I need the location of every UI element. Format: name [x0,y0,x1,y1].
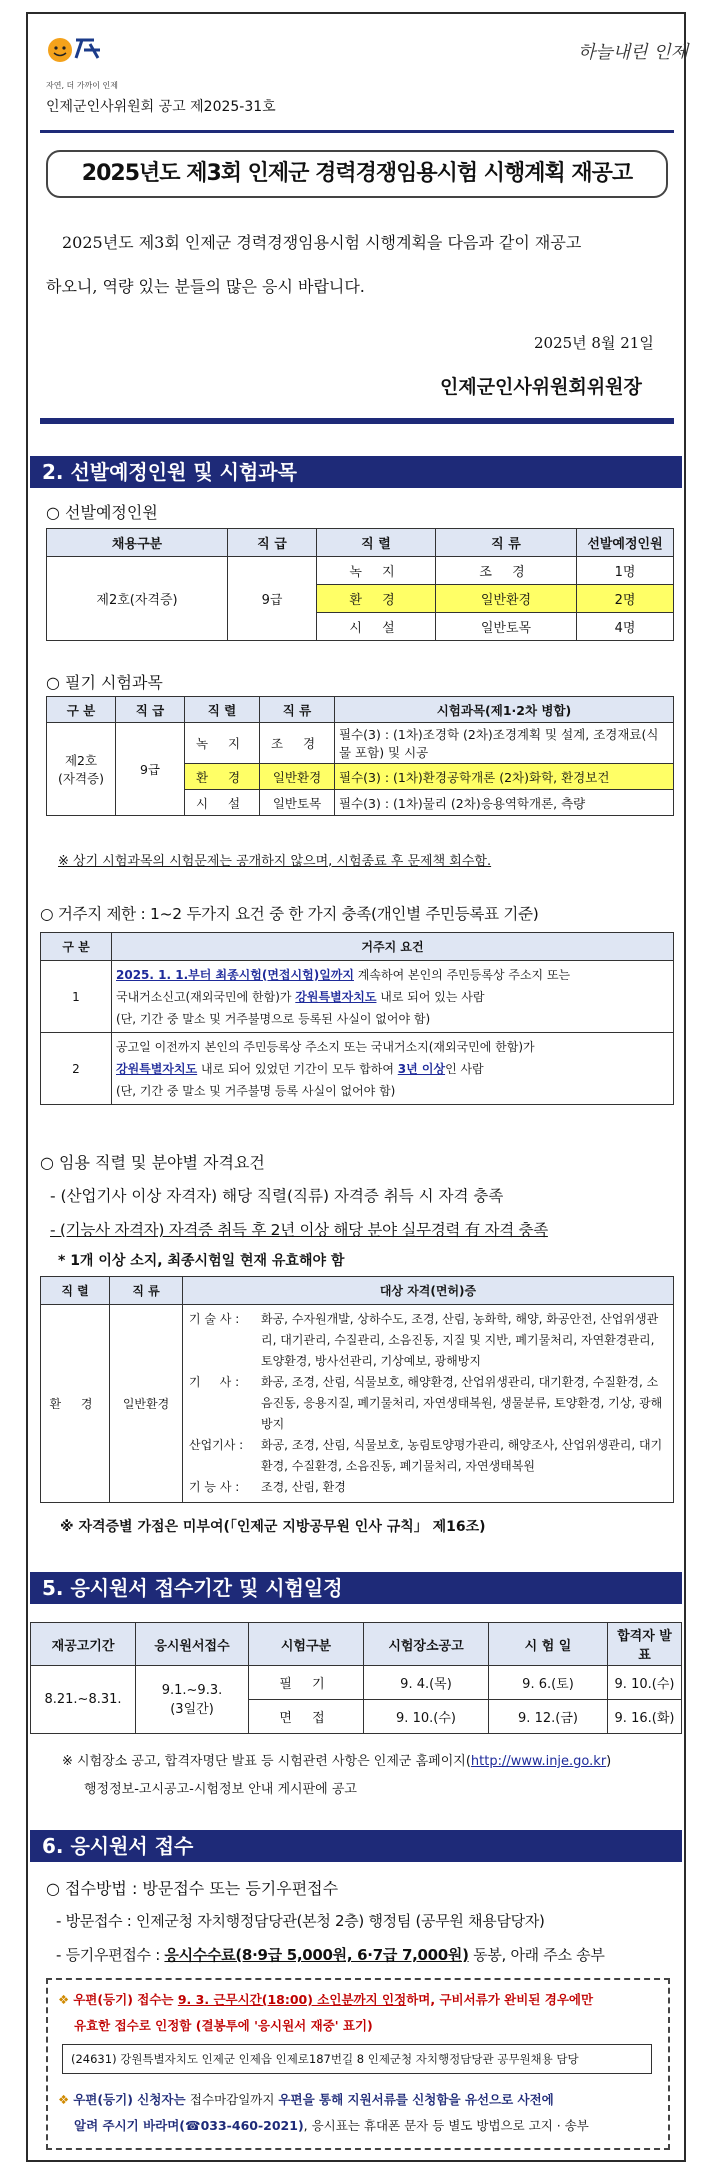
intro-line-2: 하오니, 역량 있는 분들의 많은 응시 바랍니다. [46,277,365,296]
section2-heading: 2. 선발예정인원 및 시험과목 [30,456,682,488]
exam-date: 9. 12.(금) [489,1700,608,1734]
subject-category: 제2호 (자격증) [47,723,116,816]
homepage-link[interactable]: http://www.inje.go.kr [470,1754,607,1769]
residence-text: 인 사람 [445,1061,484,1076]
signer: 인제군인사위원회위원장 [440,376,642,398]
residence-req-2 [112,1033,674,1105]
residence-years: 3년 이상 [397,1061,446,1076]
residence-req-1 [112,961,674,1033]
receipt-method: ○ 접수방법 : 방문접수 또는 등기우편접수 [46,1879,339,1898]
license-level: 산업기사 : [189,1438,244,1452]
license-level: 기 술 사 : [189,1312,240,1326]
license-header: 직 류 [110,1277,183,1305]
subject-header: 시험과목(제1·2차 병합) [335,697,674,723]
inje-logo [46,36,118,90]
subject-header: 직 급 [116,697,185,723]
receipt-days: (3일간) [170,1701,214,1717]
mail-receipt [56,1944,605,1965]
subject-note: ※ 상기 시험과목의 시험문제는 공개하지 않으며, 시험종료 후 문제책 회수함. [58,854,492,869]
schedule-header: 시험장소공고 [364,1623,489,1666]
qualification-line-3: * 1개 이상 소지, 최종시험일 현재 유효해야 함 [58,1253,345,1269]
license-level: 기 사 : [189,1375,240,1389]
mail-text: 동봉, 아래 주소 송부 [468,1946,605,1964]
exam-date: 9. 6.(토) [489,1666,608,1700]
license-list [183,1305,674,1503]
box-text: 우편을 통해 지원서류를 신청함을 유선으로 사전에 [278,2092,554,2107]
quota-series: 시 설 [317,613,436,641]
intro-line-1: 2025년도 제3회 인제군 경력경쟁임용시험 시행계획을 다음과 같이 재공고 [62,233,582,252]
subject-header: 직 렬 [185,697,260,723]
residence-period: 2025. 1. 1.부터 최종시험(면접시험)일까지 [116,967,354,982]
license-item [189,1435,667,1477]
quota-header: 선발예정인원 [577,529,674,557]
page-title: 2025년도 제3회 인제군 경력경쟁임용시험 시행계획 재공고 [81,161,633,186]
subject-series: 녹 지 [185,723,260,764]
subject-header: 구 분 [47,697,116,723]
schedule-header: 시험구분 [249,1623,364,1666]
residence-no: 2 [41,1033,112,1105]
mail-notice-box [46,1978,670,2150]
repost-period: 8.21.~8.31. [31,1666,136,1734]
residence-text: 공고일 이전까지 본인의 주민등록상 주소지 또는 국내거소지(재외국민에 한함)가 [116,1039,535,1054]
license-note: ※ 자격증별 가점은 미부여(「인제군 지방공무원 인사 규칙」 제16조) [60,1519,486,1535]
qualification-title: ○ 임용 직렬 및 분야별 자격요건 [40,1153,265,1172]
box-text: 우편(등기) 접수는 [73,1992,178,2007]
logo-right-text: 하늘내린 인제 [578,42,689,63]
quota-category: 제2호(자격증) [47,557,228,641]
license-names: 화공, 조경, 산림, 식물보호, 해양환경, 산업위생관리, 대기환경, 수질환경, 소음진동, 응용지질, 폐기물처리, 자연생태복원, 생물분류, 토양환경, 기상, 광해방지 [261,1375,663,1431]
quota-grade: 9급 [228,557,317,641]
exam-type: 필 기 [249,1666,364,1700]
quota-series: 환 경 [317,585,436,613]
section2-sub2: ○ 필기 시험과목 [46,673,163,692]
schedule-table [30,1622,682,1734]
license-header: 직 렬 [41,1277,110,1305]
deadline-text: 9. 3. 근무시간(18:00) 소인분까지 인정 [177,1992,407,2007]
mail-notice-3 [58,2090,554,2108]
subject-list: 필수(3) : (1차)물리 (2차)응용역학개론, 측량 [335,790,674,816]
license-names: 조경, 산림, 환경 [261,1480,346,1494]
residence-text: 내로 되어 있는 사람 [376,989,485,1004]
license-series: 환 경 [41,1305,110,1503]
subject-class: 일반토목 [260,790,335,816]
schedule-header: 합격자 발표 [608,1623,682,1666]
quota-count: 4명 [577,613,674,641]
sun-logo-icon [46,36,106,76]
section6-heading: 6. 응시원서 접수 [30,1830,682,1862]
box-text: , 응시표는 휴대폰 문자 등 별도 방법으로 고지 · 송부 [303,2118,589,2133]
residence-header: 구 분 [41,933,112,961]
diamond-bullet-icon: ❖ [58,1992,74,2007]
residence-region: 강원특별자치도 [116,1061,198,1076]
residence-text: 내로 되어 있었던 기간이 모두 합하여 [197,1061,398,1076]
quota-header: 직 렬 [317,529,436,557]
receipt-period [136,1666,249,1734]
subject-list: 필수(3) : (1차)조경학 (2차)조경계획 및 설계, 조경재료(식물 포함) 및 시공 [335,723,674,764]
residence-text: (단, 기간 중 말소 및 거주불명 등록 사실이 없어야 함) [116,1083,396,1098]
subject-class: 조 경 [260,723,335,764]
mail-notice-1 [58,1990,593,2008]
residence-region: 강원특별자치도 [295,989,377,1004]
section5-heading: 5. 응시원서 접수기간 및 시험일정 [30,1572,682,1604]
address-box [62,2044,652,2074]
license-item [189,1477,667,1498]
quota-header: 채용구분 [47,529,228,557]
venue-date: 9. 4.(목) [364,1666,489,1700]
residence-no: 1 [41,961,112,1033]
receipt-dates: 9.1.~9.3. [161,1682,223,1698]
intro-rule [40,418,674,424]
mail-notice-4 [74,2116,589,2134]
residence-text: (단, 기간 중 말소 및 거주불명으로 등록된 사실이 없어야 함) [116,1011,431,1026]
subject-series: 환 경 [185,764,260,790]
residence-table [40,932,674,1105]
section2-sub1: ○ 선발예정인원 [46,503,158,522]
quota-series: 녹 지 [317,557,436,585]
qualification-line-2: - (기능사 자격자) 자격증 취득 후 2년 이상 해당 분야 실무경력 有 자격 충족 [50,1221,548,1239]
quota-class: 일반환경 [436,585,577,613]
fee-text: 응시수수료(8·9급 5,000원, 6·7급 7,000원) [164,1946,469,1964]
schedule-header: 시 험 일 [489,1623,608,1666]
mailing-address: (24631) 강원특별자치도 인제군 인제읍 인제로187번길 8 인제군청 자치행정담당관 공무원채용 담당 [71,2052,579,2066]
license-names: 화공, 조경, 산림, 식물보호, 농림토양평가관리, 해양조사, 산업위생관리, 대기환경, 수질환경, 소음진동, 폐기물처리, 자연생태복원 [261,1438,663,1473]
subject-list: 필수(3) : (1차)환경공학개론 (2차)화학, 환경보건 [335,764,674,790]
mail-text: - 등기우편접수 : [56,1946,165,1964]
subject-series: 시 설 [185,790,260,816]
residence-title: ○ 거주지 제한 : 1~2 두가지 요건 중 한 가지 충족(개인별 주민등록표 기준) [40,905,539,923]
box-text: 하며, 구비서류가 완비된 경우에만 [406,1992,594,2007]
license-item [189,1372,667,1435]
residence-header: 거주지 요건 [112,933,674,961]
schedule-header: 재공고기간 [31,1623,136,1666]
license-table [40,1276,674,1503]
notice-date: 2025년 8월 21일 [534,334,654,352]
notice-number: 인제군인사위원회 공고 제2025-31호 [46,99,276,115]
top-rule [40,130,674,133]
qualification-line-1: - (산업기사 이상 자격자) 해당 직렬(직류) 자격증 취득 시 자격 충족 [50,1187,504,1205]
schedule-note-text: ※ 시험장소 공고, 합격자명단 발표 등 시험관련 사항은 인제군 홈페이지( [62,1754,471,1769]
quota-class: 조 경 [436,557,577,585]
quota-count: 1명 [577,557,674,585]
quota-header: 직 류 [436,529,577,557]
residence-text: 계속하여 본인의 주민등록상 주소지 또는 [353,967,571,982]
quota-count: 2명 [577,585,674,613]
residence-text: 국내거소신고(재외국민에 한함)가 [116,989,296,1004]
quota-class: 일반토목 [436,613,577,641]
visit-receipt: - 방문접수 : 인제군청 자치행정담당관(본청 2층) 행정팀 (공무원 채용담당자) [56,1912,545,1930]
license-header: 대상 자격(면허)증 [183,1277,674,1305]
title-box [46,150,668,198]
quota-table [46,528,674,641]
venue-date: 9. 10.(수) [364,1700,489,1734]
exam-type: 면 접 [249,1700,364,1734]
subject-grade: 9급 [116,723,185,816]
schedule-note-2: 행정정보-고시공고-시험정보 안내 게시판에 공고 [84,1782,357,1797]
license-level: 기 능 사 : [189,1480,240,1494]
diamond-bullet-icon: ❖ [58,2092,74,2107]
phone-text: 알려 주시기 바라며(☎033-460-2021) [74,2118,304,2133]
license-item [189,1309,667,1372]
subject-class: 일반환경 [260,764,335,790]
mail-notice-2: 유효한 접수로 인정함 (결봉투에 '응시원서 재중' 표기) [74,2018,373,2033]
logo-left-text: 자연, 더 가까이 인제 [46,81,118,90]
schedule-note [62,1750,611,1769]
box-text: 접수마감일까지 [189,2092,279,2107]
box-text: 우편(등기) 신청자는 [73,2092,190,2107]
schedule-header: 응시원서접수 [136,1623,249,1666]
license-names: 화공, 수자원개발, 상하수도, 조경, 산림, 농화학, 해양, 화공안전, 산업위생관리, 대기관리, 수질관리, 소음진동, 지질 및 지반, 폐기물처리, 자연환경관리, 토양환경, 방사선관리, 기상예보, 광해방지 [261,1312,659,1368]
subject-header: 직 류 [260,697,335,723]
result-date: 9. 16.(화) [608,1700,682,1734]
result-date: 9. 10.(수) [608,1666,682,1700]
subject-table [46,696,674,816]
license-class: 일반환경 [110,1305,183,1503]
quota-header: 직 급 [228,529,317,557]
schedule-note-text: ) [606,1754,612,1769]
